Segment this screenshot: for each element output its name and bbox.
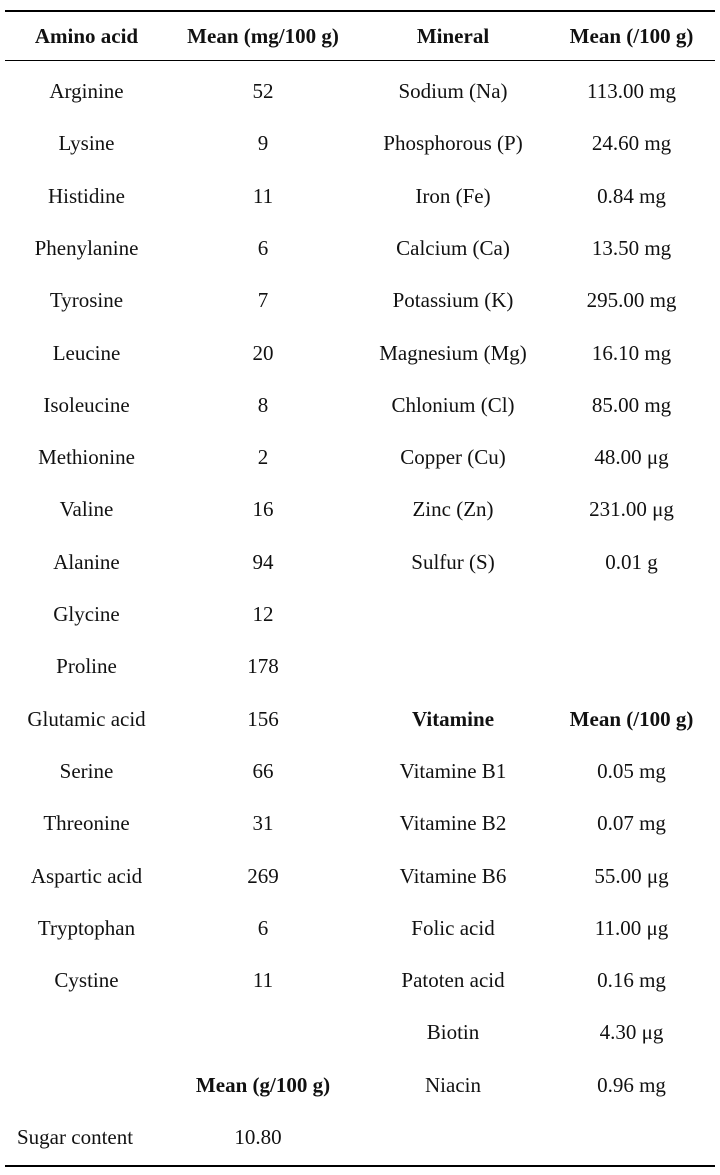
amino-acid-value: 156: [247, 706, 279, 731]
table-row: [5, 850, 715, 902]
vitamin-mean-header: Mean (/100 g): [569, 706, 694, 731]
amino-acid-name: Arginine: [49, 79, 124, 103]
mineral-value: 48.00 μg: [594, 445, 669, 470]
vitamin-name: Folic acid: [411, 915, 495, 940]
sugar-content-value: 10.80: [234, 1125, 282, 1149]
table-row: [5, 222, 715, 274]
vitamin-name: Patoten acid: [401, 968, 505, 993]
amino-acid-value: 16: [252, 497, 274, 522]
mineral-name: Zinc (Zn): [412, 497, 494, 522]
mineral-name: Sodium (Na): [398, 79, 508, 103]
vitamin-name: Biotin: [426, 1020, 480, 1045]
mineral-value: 113.00 mg: [586, 79, 677, 103]
amino-acid-value: 94: [252, 549, 274, 574]
amino-acid-name: Lysine: [58, 131, 115, 156]
amino-acid-value: 6: [257, 915, 269, 940]
mineral-name: Potassium (K): [392, 288, 514, 313]
sugar-mean-header: Mean (g/100 g): [195, 1072, 331, 1097]
amino-acid-name: Threonine: [43, 811, 130, 836]
sugar-content-label: Sugar content: [17, 1125, 134, 1149]
mineral-name: Calcium (Ca): [396, 235, 510, 260]
vitamin-name: Vitamine B6: [399, 863, 507, 888]
mineral-name: Sulfur (S): [411, 549, 495, 574]
mineral-value: 0.84 mg: [597, 183, 666, 208]
vitamin-value: 11.00 μg: [594, 915, 669, 940]
table-row: [5, 483, 715, 535]
mineral-name: Chlonium (Cl): [391, 392, 515, 417]
table-row: [5, 379, 715, 431]
mineral-value: 231.00 μg: [589, 497, 674, 522]
table-row: [5, 1059, 715, 1111]
amino-acid-value: 11: [252, 183, 274, 208]
amino-acid-value: 52: [252, 79, 274, 103]
table-row: [5, 954, 715, 1006]
amino-acid-name: Tyrosine: [49, 288, 124, 313]
amino-acid-value: 31: [252, 811, 274, 836]
amino-acid-name: Valine: [59, 497, 114, 522]
table-row: [5, 1006, 715, 1058]
mineral-value: 13.50 mg: [591, 235, 672, 260]
table-row: [5, 536, 715, 588]
table-row: [5, 902, 715, 954]
amino-acid-value: 7: [257, 288, 269, 313]
amino-acid-name: Histidine: [48, 183, 125, 208]
amino-acid-name: Cystine: [54, 968, 119, 993]
table-row: [5, 1111, 715, 1163]
amino-acid-name: Glutamic acid: [27, 706, 146, 731]
mineral-name: Iron (Fe): [415, 183, 491, 208]
amino-acid-header: Amino acid: [34, 24, 139, 48]
mineral-name: Copper (Cu): [400, 445, 506, 470]
vitamin-name: Vitamine B2: [399, 811, 507, 836]
amino-acid-name: Alanine: [53, 549, 120, 574]
amino-acid-name: Tryptophan: [37, 915, 136, 940]
bottom-rule: [5, 1165, 715, 1167]
vitamin-value: 55.00 μg: [594, 863, 669, 888]
table-row: [5, 797, 715, 849]
vitamin-name: Niacin: [425, 1072, 481, 1097]
mineral-value: 85.00 mg: [591, 392, 672, 417]
nutrient-table: [5, 10, 715, 1167]
amino-acid-value: 12: [252, 602, 274, 626]
mineral-value: 295.00 mg: [586, 288, 677, 313]
mineral-value: 24.60 mg: [591, 131, 672, 156]
amino-acid-name: Glycine: [53, 602, 120, 626]
amino-acid-value: 9: [257, 131, 269, 156]
header-row: [5, 10, 715, 62]
amino-acid-value: 8: [257, 392, 269, 417]
table-row: [5, 170, 715, 222]
amino-acid-name: Proline: [56, 654, 117, 679]
amino-acid-name: Leucine: [52, 340, 121, 365]
table-row: [5, 640, 715, 692]
table-row: [5, 588, 715, 640]
vitamin-value: 0.05 mg: [597, 758, 666, 783]
table-row: [5, 117, 715, 169]
mineral-mean-header: Mean (/100 g): [569, 24, 694, 48]
vitamin-value: 0.96 mg: [597, 1072, 666, 1097]
vitamin-name: Vitamine B1: [399, 758, 507, 783]
table-row: [5, 745, 715, 797]
mineral-name: Phosphorous (P): [383, 131, 523, 156]
mineral-header: Mineral: [416, 24, 490, 48]
amino-acid-name: Serine: [59, 758, 114, 783]
vitamin-value: 4.30 μg: [599, 1020, 664, 1045]
amino-acid-value: 11: [252, 968, 274, 993]
mineral-value: 0.01 g: [605, 549, 658, 574]
amino-mean-header: Mean (mg/100 g): [187, 24, 339, 48]
table-row: [5, 65, 715, 117]
table-row: [5, 693, 715, 745]
mineral-name: Magnesium (Mg): [379, 340, 527, 365]
vitamin-value: 0.16 mg: [597, 968, 666, 993]
mineral-value: 16.10 mg: [591, 340, 672, 365]
amino-acid-name: Aspartic acid: [30, 863, 143, 888]
amino-acid-value: 178: [247, 654, 279, 679]
table-row: [5, 274, 715, 326]
amino-acid-value: 269: [247, 863, 279, 888]
amino-acid-value: 6: [257, 235, 269, 260]
amino-acid-value: 66: [252, 758, 274, 783]
amino-acid-value: 20: [252, 340, 274, 365]
table-row: [5, 431, 715, 483]
amino-acid-name: Isoleucine: [43, 392, 130, 417]
amino-acid-value: 2: [257, 445, 269, 470]
table-row: [5, 327, 715, 379]
amino-acid-name: Phenylanine: [34, 235, 139, 260]
vitamin-header: Vitamine: [411, 706, 495, 731]
amino-acid-name: Methionine: [38, 445, 135, 470]
vitamin-value: 0.07 mg: [597, 811, 666, 836]
